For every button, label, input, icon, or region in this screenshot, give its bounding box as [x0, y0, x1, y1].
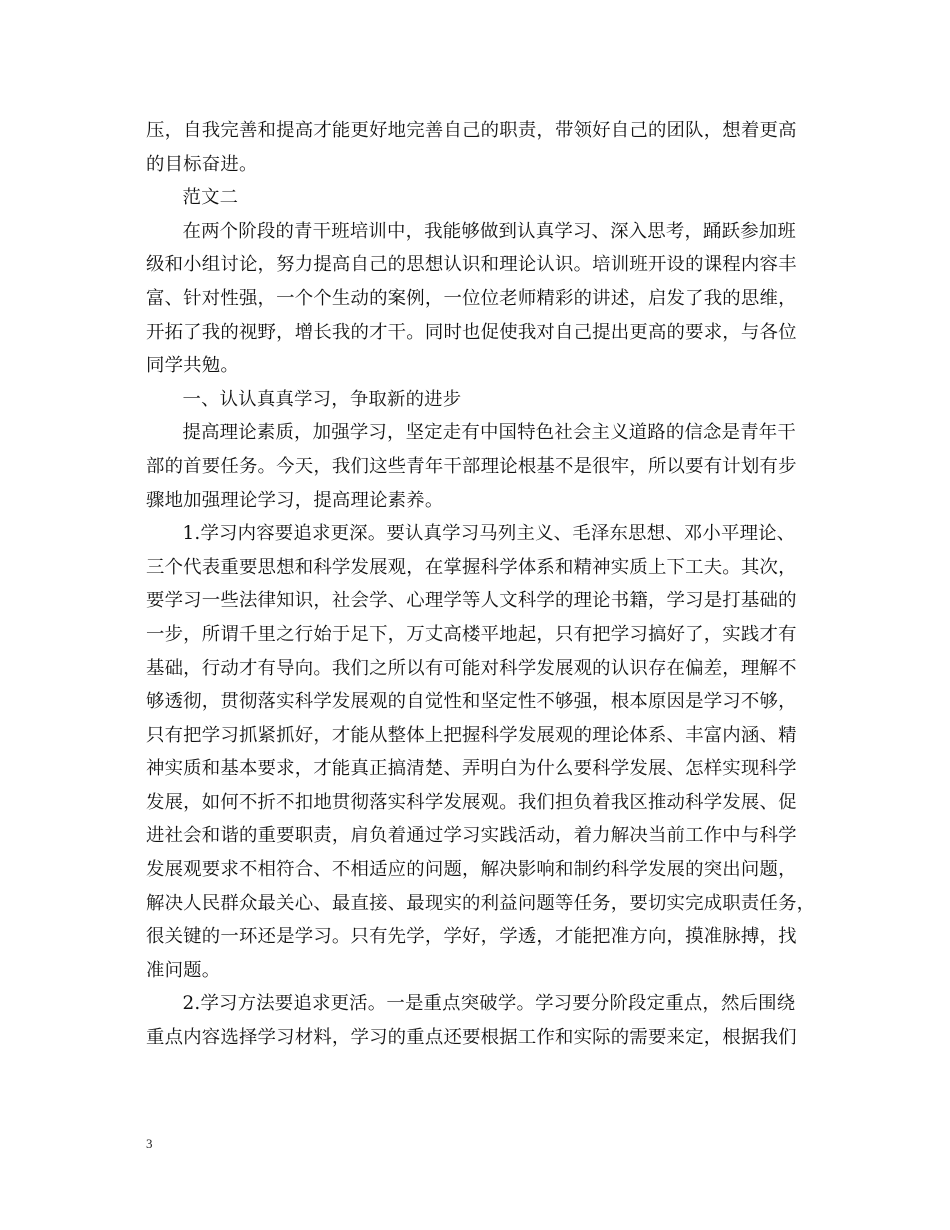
text-line: 重点内容选择学习材料，学习的重点还要根据工作和实际的需要来定，根据我们	[146, 1027, 797, 1049]
text-line: 基础，行动才有导向。我们之所以有可能对科学发展观的认识存在偏差，理解不	[146, 657, 797, 679]
text-line: 要学习一些法律知识，社会学、心理学等人文科学的理论书籍，学习是打基础的	[146, 590, 797, 612]
text-line: 很关键的一环还是学习。只有先学，学好，学透，才能把准方向，摸准脉搏，找	[146, 926, 797, 948]
text-line: 提高理论素质，加强学习，坚定走有中国特色社会主义道路的信念是青年干	[182, 422, 796, 444]
text-line: 的目标奋进。	[146, 153, 258, 175]
text-line: 骤地加强理论学习，提高理论素养。	[146, 489, 444, 511]
page-number: 3	[146, 1136, 153, 1151]
text-line: 三个代表重要思想和科学发展观，在掌握科学体系和精神实质上下工夫。其次，	[146, 556, 797, 578]
text-line: 只有把学习抓紧抓好，才能从整体上把握科学发展观的理论体系、丰富内涵、精	[146, 724, 797, 746]
text-line: 发展，如何不折不扣地贯彻落实科学发展观。我们担负着我区推动科学发展、促	[146, 791, 797, 813]
text-line: 解决人民群众最关心、最直接、最现实的利益问题等任务，要切实完成职责任务，	[146, 892, 816, 914]
text-line: 在两个阶段的青干班培训中，我能够做到认真学习、深入思考，踊跃参加班	[182, 220, 796, 242]
document-body	[146, 114, 816, 1055]
text-line: 一步，所谓千里之行始于足下，万丈高楼平地起，只有把学习搞好了，实践才有	[146, 623, 797, 645]
text-line: 一、认认真真学习，争取新的进步	[182, 388, 462, 410]
text-line: 2.学习方法要追求更活。一是重点突破学。学习要分阶段定重点，然后围绕	[182, 993, 796, 1015]
text-line: 够透彻，贯彻落实科学发展观的自觉性和坚定性不够强，根本原因是学习不够，	[146, 691, 797, 713]
text-line: 部的首要任务。今天，我们这些青年干部理论根基不是很牢，所以要有计划有步	[146, 455, 797, 477]
text-line: 同学共勉。	[146, 355, 239, 377]
text-line: 发展观要求不相符合、不相适应的问题，解决影响和制约科学发展的突出问题，	[146, 859, 797, 881]
text-line: 开拓了我的视野，增长我的才干。同时也促使我对自己提出更高的要求，与各位	[146, 321, 797, 343]
text-line: 范文二	[182, 187, 239, 209]
text-line: 富、针对性强，一个个生动的案例，一位位老师精彩的讲述，启发了我的思维，	[146, 287, 797, 309]
text-line: 1.学习内容要追求更深。要认真学习马列主义、毛泽东思想、邓小平理论、	[182, 523, 796, 545]
text-line: 神实质和基本要求，才能真正搞清楚、弄明白为什么要科学发展、怎样实现科学	[146, 758, 797, 780]
text-line: 压，自我完善和提高才能更好地完善自己的职责，带领好自己的团队，想着更高	[146, 120, 797, 141]
text-line: 进社会和谐的重要职责，肩负着通过学习实践活动，着力解决当前工作中与科学	[146, 825, 797, 847]
text-line: 准问题。	[146, 959, 221, 981]
text-line: 级和小组讨论，努力提高自己的思想认识和理论认识。培训班开设的课程内容丰	[146, 254, 797, 276]
